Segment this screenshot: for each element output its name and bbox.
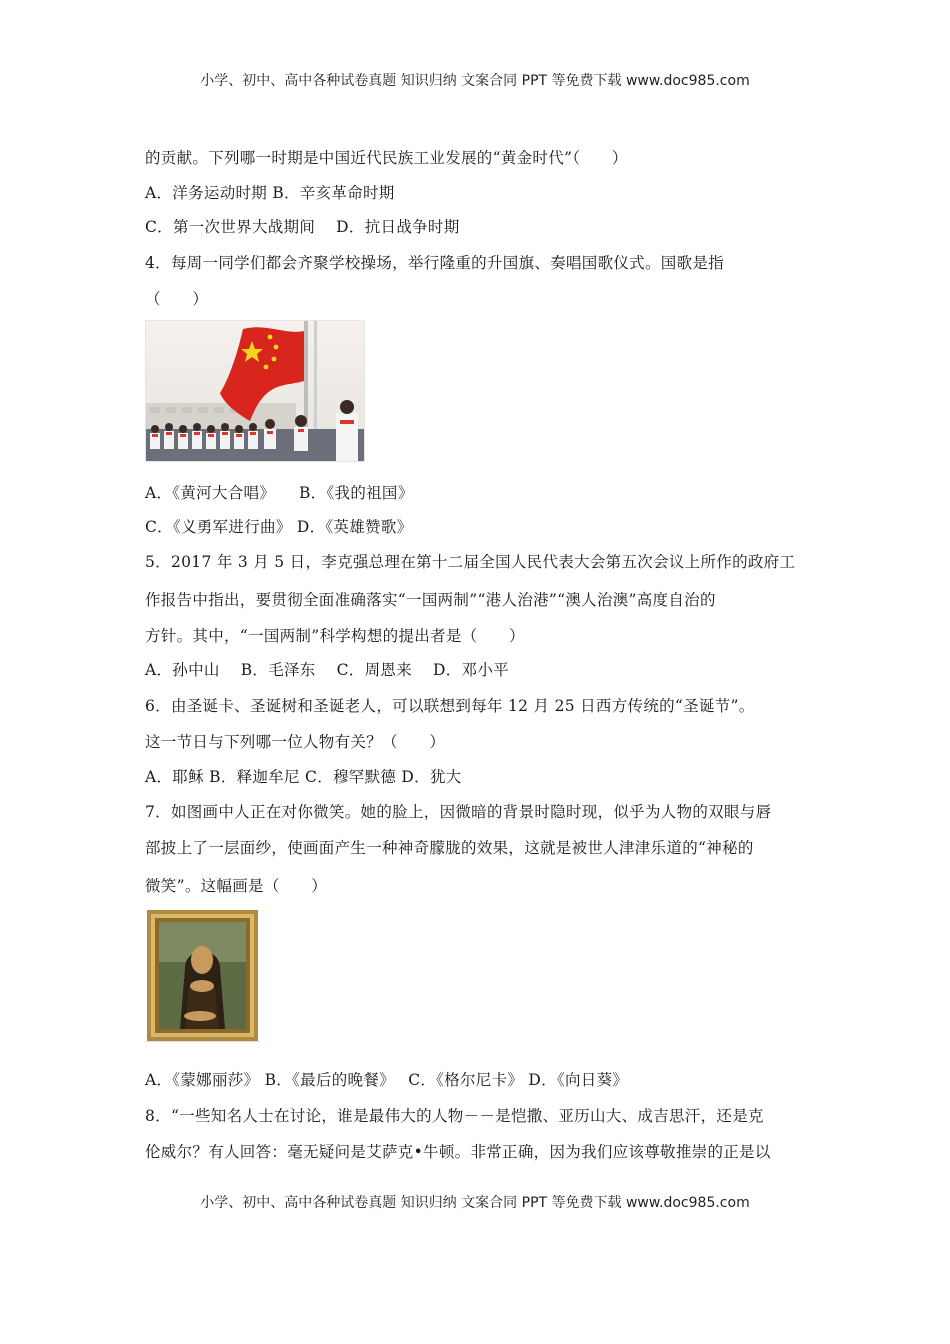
page-footer: 小学、初中、高中各种试卷真题 知识归纳 文案合同 PPT 等免费下载 www.doc985.com	[200, 1195, 750, 1211]
q7-options: A．《蒙娜丽莎》 B．《最后的晚餐》 C．《格尔尼卡》 D．《向日葵》	[145, 1071, 629, 1089]
q8-stem-line2: 伦威尔？有人回答：毫无疑问是艾萨克•牛顿。非常正确，因为我们应该尊敬推崇的正是以	[145, 1143, 771, 1161]
q6-options: A．耶稣 B．释迦牟尼 C．穆罕默德 D．犹大	[145, 768, 462, 786]
q7-stem-line3: 微笑”。这幅画是（ ）	[145, 877, 328, 895]
q8-stem-line1: 8．“一些知名人士在讨论，谁是最伟大的人物－－是恺撒、亚历山大、成吉思汗，还是克	[145, 1107, 764, 1125]
q7-stem-line1: 7．如图画中人正在对你微笑。她的脸上，因微暗的背景时隐时现，似乎为人物的双眼与唇	[145, 803, 772, 821]
q6-stem-line2: 这一节日与下列哪一位人物有关？（ ）	[145, 733, 446, 751]
page-header: 小学、初中、高中各种试卷真题 知识归纳 文案合同 PPT 等免费下载 www.doc985.com	[200, 73, 750, 89]
mona-lisa-painting	[145, 908, 260, 1045]
q5-stem-line1: 5．2017 年 3 月 5 日，李克强总理在第十二届全国人民代表大会第五次会议上所作的政府工	[145, 553, 796, 571]
q4-options-ab: A．《黄河大合唱》 B．《我的祖国》	[145, 484, 414, 502]
q5-stem-line2: 作报告中指出，要贯彻全面准确落实“一国两制”“港人治港”“澳人治澳”高度自治的	[145, 591, 716, 609]
q4-options-cd: C．《义勇军进行曲》 D．《英雄赞歌》	[145, 518, 413, 536]
q6-stem-line1: 6．由圣诞卡、圣诞树和圣诞老人，可以联想到每年 12 月 25 日西方传统的“圣诞节”。	[145, 697, 755, 715]
q3-options-cd: C．第一次世界大战期间 D．抗日战争时期	[145, 218, 460, 236]
q4-stem-line1: 4．每周一同学们都会齐聚学校操场，举行隆重的升国旗、奏唱国歌仪式。国歌是指	[145, 254, 724, 272]
q3-options-ab: A．洋务运动时期 B．辛亥革命时期	[145, 184, 395, 202]
q5-stem-line3: 方针。其中，“一国两制”科学构想的提出者是（ ）	[145, 627, 525, 645]
q5-options: A．孙中山 B．毛泽东 C．周恩来 D．邓小平	[145, 661, 509, 679]
q3-stem-continued: 的贡献。下列哪一时期是中国近代民族工业发展的“黄金时代”（ ）	[145, 149, 628, 167]
q4-stem-line2: （ ）	[145, 290, 209, 308]
flag-raising-photo	[145, 320, 365, 462]
q7-stem-line2: 部披上了一层面纱，使画面产生一种神奇朦胧的效果，这就是被世人津津乐道的“神秘的	[145, 839, 754, 857]
